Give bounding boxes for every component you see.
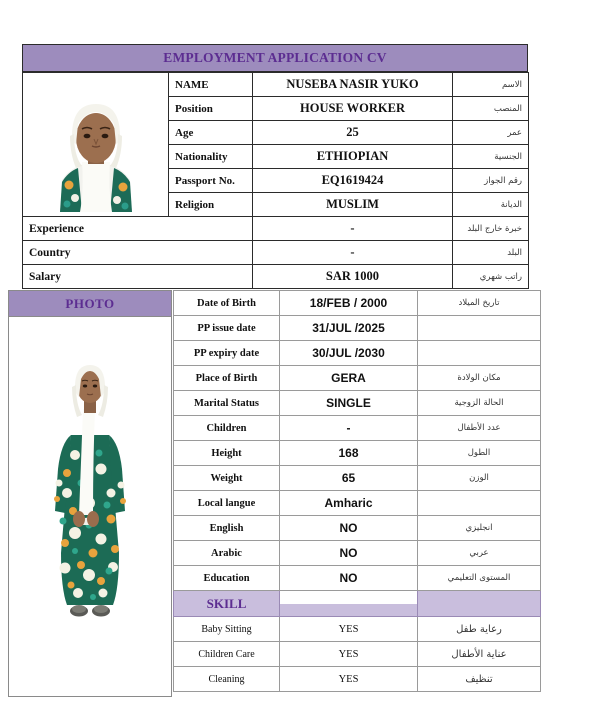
table-row bbox=[174, 541, 541, 566]
row-label-en: Height bbox=[174, 441, 280, 466]
skill-label-en: Baby Sitting bbox=[174, 617, 280, 642]
photo-column bbox=[8, 290, 172, 697]
row-label-en: PP issue date bbox=[174, 316, 280, 341]
row-value: EQ1619424 bbox=[253, 169, 453, 193]
photo-column-body bbox=[9, 317, 171, 696]
row-label-en: Age bbox=[169, 121, 253, 145]
skill-value: YES bbox=[280, 642, 418, 667]
table-row bbox=[174, 416, 541, 441]
row-label-ar: الوزن bbox=[418, 466, 541, 491]
table-row bbox=[23, 73, 529, 97]
skill-label-en: Children Care bbox=[174, 642, 280, 667]
table-row bbox=[174, 642, 541, 667]
table-row bbox=[174, 441, 541, 466]
skill-label-ar: رعاية طفل bbox=[418, 617, 541, 642]
skill-label-ar: تنظيف bbox=[418, 667, 541, 692]
row-label-en: Nationality bbox=[169, 145, 253, 169]
row-label-en: English bbox=[174, 516, 280, 541]
row-label-en: Passport No. bbox=[169, 169, 253, 193]
row-value: NO bbox=[280, 541, 418, 566]
photo-column-header bbox=[9, 291, 171, 317]
row-label-en: Education bbox=[174, 566, 280, 591]
table-row bbox=[174, 617, 541, 642]
skill-value: YES bbox=[280, 617, 418, 642]
personal-details-table bbox=[22, 72, 529, 289]
table-row bbox=[23, 217, 529, 241]
table-row bbox=[174, 566, 541, 591]
row-value: 168 bbox=[280, 441, 418, 466]
row-value: HOUSE WORKER bbox=[253, 97, 453, 121]
page-title: EMPLOYMENT APPLICATION CV bbox=[163, 50, 387, 65]
row-value: SAR 1000 bbox=[253, 265, 453, 289]
applicant-headshot-cell bbox=[23, 73, 169, 217]
row-label-en: Salary bbox=[23, 265, 253, 289]
row-label-ar: انجليزي bbox=[418, 516, 541, 541]
document-banner bbox=[22, 44, 528, 72]
row-label-ar: راتب شهري bbox=[453, 265, 529, 289]
row-label-ar: عربي bbox=[418, 541, 541, 566]
row-label-en: Experience bbox=[23, 217, 253, 241]
row-value: - bbox=[253, 217, 453, 241]
row-value: 65 bbox=[280, 466, 418, 491]
row-label-en: NAME bbox=[169, 73, 253, 97]
row-value: Amharic bbox=[280, 491, 418, 516]
row-label-ar: عمر bbox=[453, 121, 529, 145]
row-label-en: PP expiry date bbox=[174, 341, 280, 366]
row-label-ar bbox=[418, 491, 541, 516]
table-row bbox=[174, 391, 541, 416]
row-label-en: Arabic bbox=[174, 541, 280, 566]
row-label-ar bbox=[418, 316, 541, 341]
skill-header-blank-cell bbox=[280, 591, 418, 617]
applicant-headshot-image bbox=[36, 84, 156, 212]
row-value: - bbox=[280, 416, 418, 441]
row-label-ar: الاسم bbox=[453, 73, 529, 97]
row-value: 25 bbox=[253, 121, 453, 145]
row-label-en: Position bbox=[169, 97, 253, 121]
row-value: - bbox=[253, 241, 453, 265]
row-value: NO bbox=[280, 516, 418, 541]
additional-details-table bbox=[173, 290, 541, 692]
skill-label-en: Cleaning bbox=[174, 667, 280, 692]
row-label-ar: رقم الجواز bbox=[453, 169, 529, 193]
top-section bbox=[22, 44, 528, 289]
table-row bbox=[174, 341, 541, 366]
row-label-en: Marital Status bbox=[174, 391, 280, 416]
row-label-ar: الطول bbox=[418, 441, 541, 466]
skill-section-title: SKILL bbox=[174, 591, 280, 617]
table-row bbox=[174, 516, 541, 541]
table-row bbox=[174, 291, 541, 316]
row-value: NO bbox=[280, 566, 418, 591]
table-row bbox=[23, 265, 529, 289]
row-value: 31/JUL /2025 bbox=[280, 316, 418, 341]
skill-label-ar: عناية الأطفال bbox=[418, 642, 541, 667]
skill-header-label-ar bbox=[418, 591, 541, 617]
row-label-ar: البلد bbox=[453, 241, 529, 265]
row-label-en: Country bbox=[23, 241, 253, 265]
row-label-ar: المنصب bbox=[453, 97, 529, 121]
table-row bbox=[23, 241, 529, 265]
row-label-ar: عدد الأطفال bbox=[418, 416, 541, 441]
table-row bbox=[174, 466, 541, 491]
row-value: MUSLIM bbox=[253, 193, 453, 217]
row-label-en: Religion bbox=[169, 193, 253, 217]
row-label-ar bbox=[418, 341, 541, 366]
row-value: 18/FEB / 2000 bbox=[280, 291, 418, 316]
row-label-ar: المستوى التعليمي bbox=[418, 566, 541, 591]
row-label-ar: مكان الولادة bbox=[418, 366, 541, 391]
row-label-en: Weight bbox=[174, 466, 280, 491]
row-value: SINGLE bbox=[280, 391, 418, 416]
row-label-en: Local langue bbox=[174, 491, 280, 516]
skill-header-white-band bbox=[280, 591, 417, 604]
row-label-ar: الديانة bbox=[453, 193, 529, 217]
row-label-ar: الجنسية bbox=[453, 145, 529, 169]
applicant-full-body-image bbox=[31, 343, 149, 643]
row-label-en: Children bbox=[174, 416, 280, 441]
table-row bbox=[174, 316, 541, 341]
row-value: GERA bbox=[280, 366, 418, 391]
table-row bbox=[174, 491, 541, 516]
table-row bbox=[174, 366, 541, 391]
skill-value: YES bbox=[280, 667, 418, 692]
row-label-ar: تاريخ الميلاد bbox=[418, 291, 541, 316]
table-row bbox=[174, 667, 541, 692]
row-label-en: Date of Birth bbox=[174, 291, 280, 316]
row-value: ETHIOPIAN bbox=[253, 145, 453, 169]
row-label-en: Place of Birth bbox=[174, 366, 280, 391]
row-value: NUSEBA NASIR YUKO bbox=[253, 73, 453, 97]
skill-section-header-row bbox=[174, 591, 541, 617]
row-value: 30/JUL /2030 bbox=[280, 341, 418, 366]
photo-header-label: PHOTO bbox=[65, 295, 115, 311]
row-label-ar: الحالة الزوجية bbox=[418, 391, 541, 416]
row-label-ar: خبرة خارج البلد bbox=[453, 217, 529, 241]
